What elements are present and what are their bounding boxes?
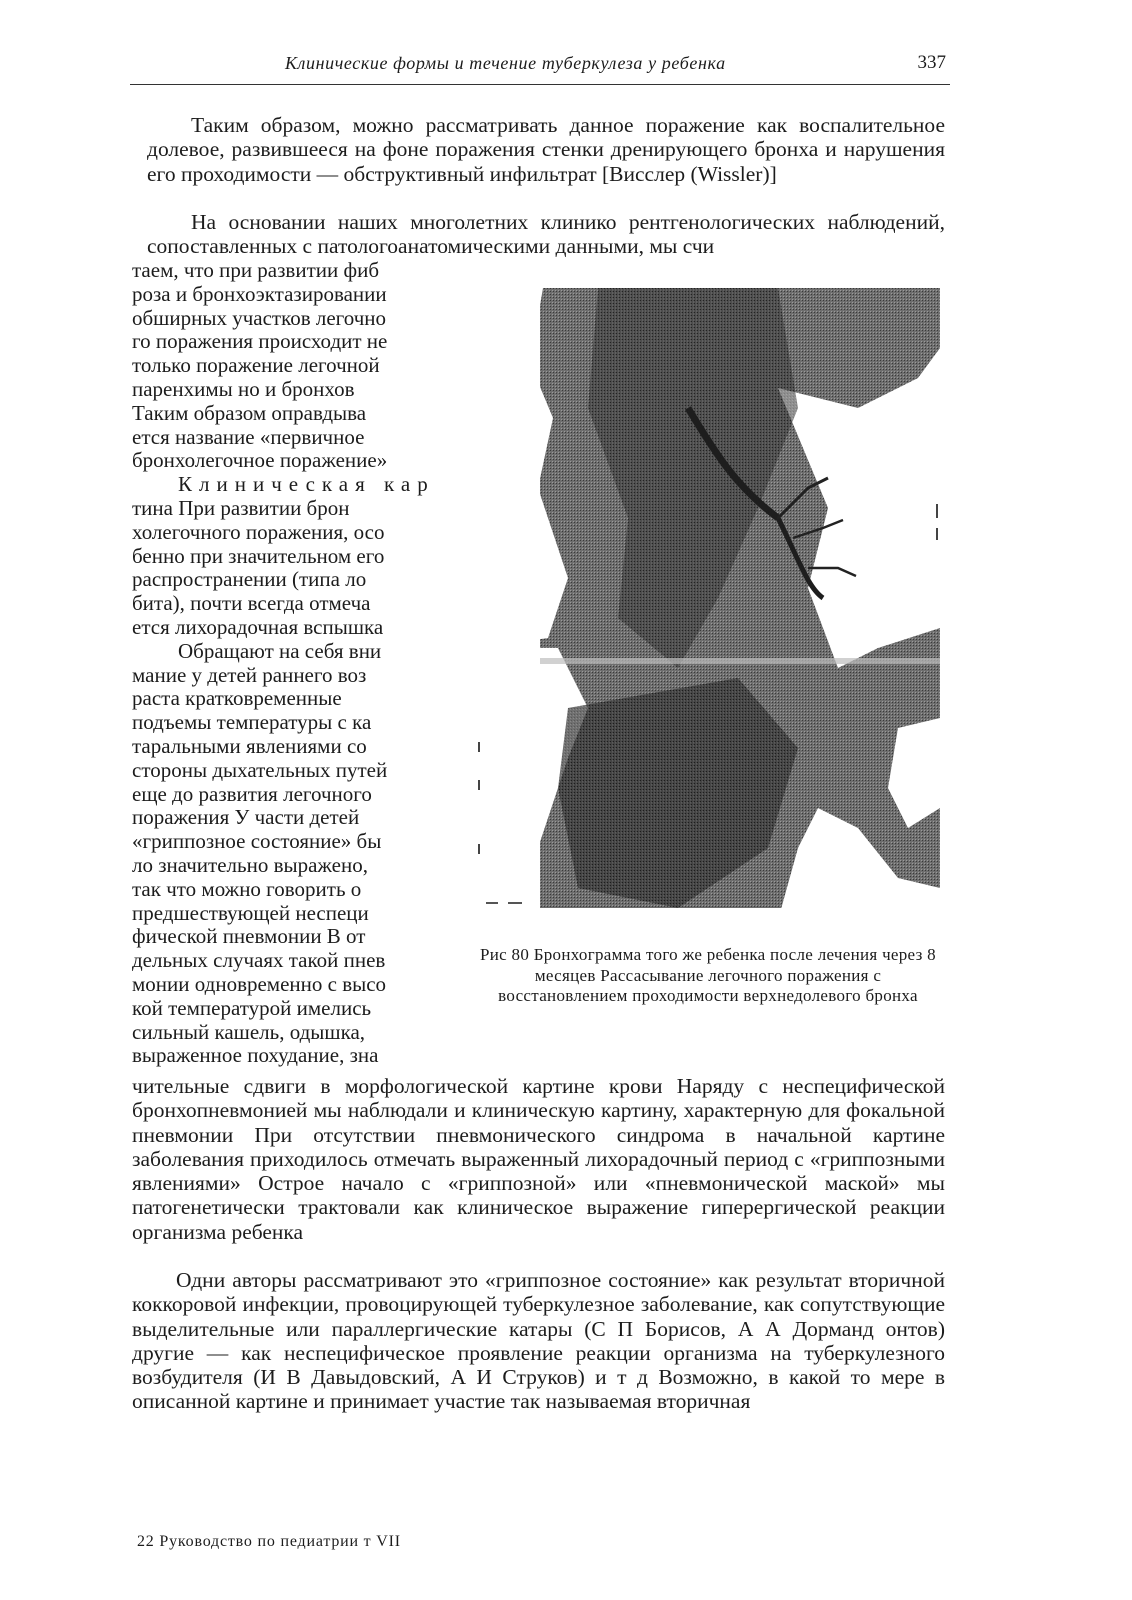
column-line: кой температурой имелись — [132, 995, 372, 1020]
running-title: Клинические формы и течение туберкулеза у ребенка — [285, 53, 726, 73]
column-line: го поражения происходит не — [132, 329, 388, 354]
column-line: Таким образом оправдыва — [132, 400, 367, 425]
column-line: ло значительно выражено, — [132, 852, 368, 877]
column-line: поражения У части детей — [132, 805, 360, 830]
column-line: «гриппозное состояние» бы — [132, 829, 382, 854]
column-line: распространении (типа ло — [132, 567, 367, 592]
column-line: фической пневмонии В от — [132, 924, 366, 949]
column-line: бронхолегочное поражение» — [132, 448, 388, 473]
column-line: бенно при значительном его — [132, 543, 385, 568]
page-number: 337 — [917, 52, 946, 73]
column-line: ется лихорадочная вспышка — [132, 614, 384, 639]
column-line: таем, что при развитии фиб — [132, 258, 380, 282]
paragraph-5: Одни авторы рассматривают это «гриппозное состояние» как результат вторичной коккоровой инфекции, провоцирующей туберкулезное заболевание, как сопутствующие выделительные или параллергические катары (С П Борисов, А А Дорманд онтов) другие — как неспецифическое проявление реакции организма на туберкулезного возбудителя (И В Давыдовский, А И Струков) и т д Возможно, в какой то мере в описанной картине и принимает участие так называемая вторичная — [132, 1268, 945, 1414]
column-line: таральными явлениями со — [132, 733, 367, 758]
column-line: ется название «первичное — [132, 424, 365, 449]
wrapped-column — [132, 259, 450, 1068]
column-line: раста кратковременные — [132, 686, 342, 711]
figure-caption: Рис 80 Бронхограмма того же ребенка после лечения через 8 месяцев Рассасывание легочного поражения с восстановлением проходимости верхнедолевого бронха — [480, 945, 936, 1005]
footer-signature: 22 Руководство по педиатрии т VII — [137, 1533, 401, 1550]
paragraph-4-continued: чительные сдвиги в морфологической картине крови Наряду с неспецифической бронхопневмонией мы наблюдали и клиническую картину, характерную для фокальной пневмонии При отсутствии пневмонического синдрома в начальной картине заболевания приходилось отмечать выраженный лихорадочный период с «гриппозными явлениями» Острое начало с «гриппозной» или «пневмонической маской» мы патогенетически трактовали как клиническое выражение гиперергической реакции организма ребенка — [132, 1074, 945, 1244]
paragraph-2-lead: На основании наших многолетних клинико рентгенологических наблюдений, сопоставленных с патологоанатомическими данными, мы счи — [147, 210, 945, 259]
column-line: сильный кашель, одышка, — [132, 1019, 366, 1044]
column-line: роза и бронхоэктазировании — [132, 281, 387, 306]
column-line: мание у детей раннего воз — [132, 662, 367, 687]
column-line: бита), почти всегда отмеча — [132, 591, 371, 616]
column-line: монии одновременно с высо — [132, 971, 387, 996]
column-line: еще до развития легочного — [132, 781, 372, 806]
column-line: подъемы температуры с ка — [132, 710, 372, 735]
column-line: только поражение легочной — [132, 353, 380, 378]
column-line: так что можно говорить о — [132, 876, 362, 901]
column-line: стороны дыхательных путей — [132, 757, 388, 782]
column-line: дельных случаях такой пнев — [132, 948, 386, 973]
column-line: Обращают на себя вни — [178, 638, 382, 663]
column-line: холегочного поражения, осо — [132, 519, 385, 544]
section-heading: Клиническая кар — [178, 472, 435, 497]
column-line: тина При развитии брон — [132, 495, 350, 520]
paragraph-1: Таким образом, можно рассматривать данное поражение как воспалительное долевое, развившееся на фоне поражения стенки дренирующего бронха и нарушения его проходимости — обструктивный инфильтрат [Висслер (Wissler)] — [147, 113, 945, 186]
bronchogram-image — [478, 288, 944, 920]
column-line: паренхимы но и бронхов — [132, 376, 355, 401]
column-line: предшествующей неспеци — [132, 900, 369, 925]
column-line: выраженное похудание, зна — [132, 1043, 379, 1068]
column-line: обширных участков легочно — [132, 305, 387, 330]
running-header — [130, 50, 950, 85]
bronchogram-figure — [478, 288, 944, 920]
